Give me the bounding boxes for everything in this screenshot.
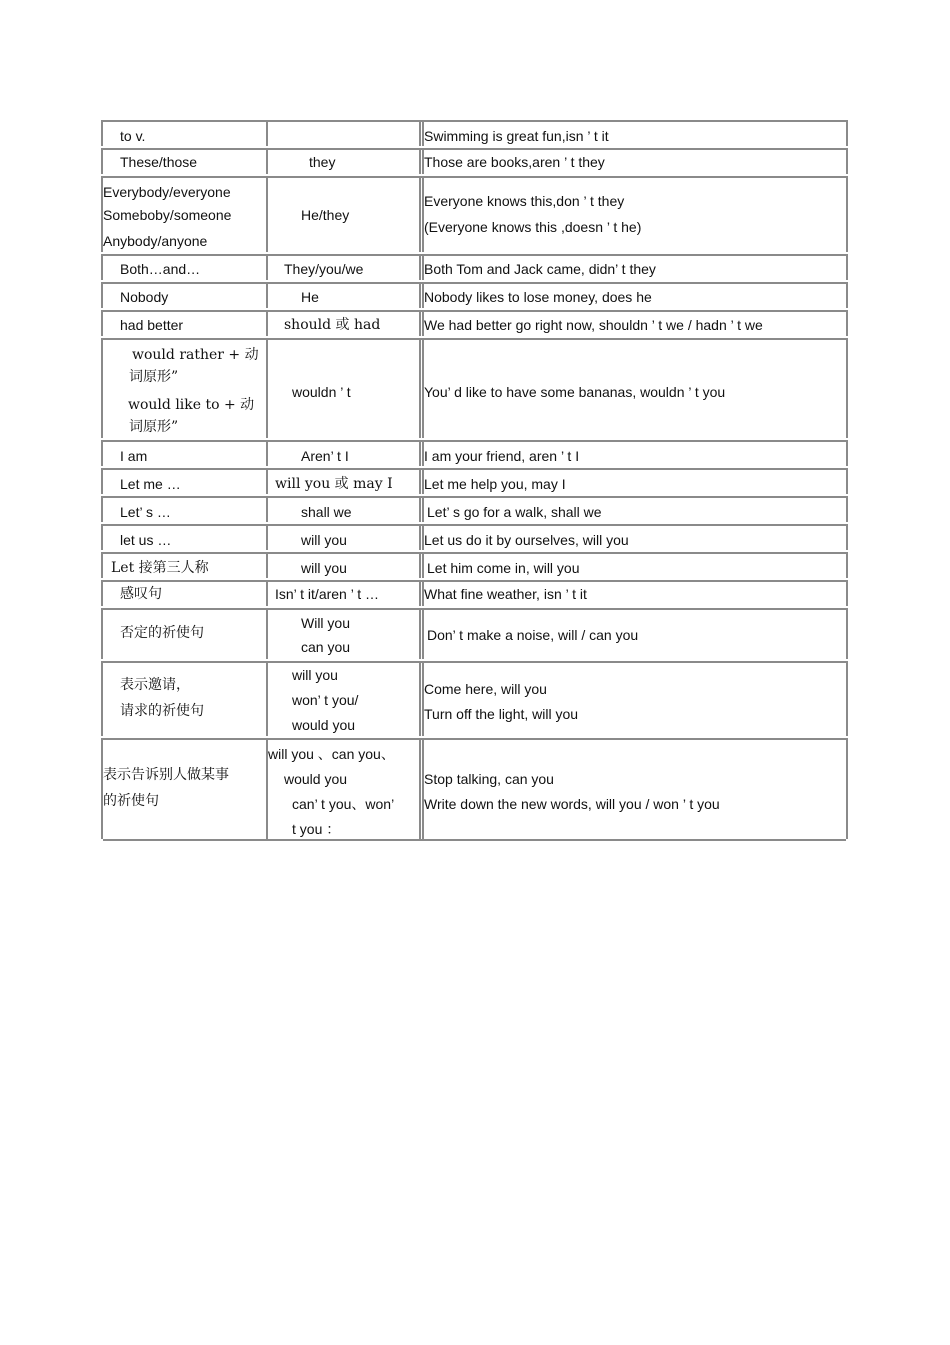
pattern-cell: [103, 440, 265, 466]
example-cell: [422, 608, 846, 659]
cell-text-line: Will you: [301, 615, 351, 631]
cell-text-line: 表示告诉别人做某事: [103, 767, 229, 783]
tag-cell: [266, 120, 421, 146]
cell-text-line: won’ t you/: [292, 692, 359, 708]
cell-text-line: Everyone knows this,don ’ t they: [424, 193, 625, 209]
cell-text-line: Let him come in, will you: [427, 560, 580, 576]
cell-text-line: Both Tom and Jack came, didn’ t they: [424, 261, 656, 277]
cell-text-line: We had better go right now, shouldn ’ t we / hadn ’ t we: [424, 317, 763, 333]
cell-text-line: will you 或 may I: [275, 476, 393, 492]
example-cell: [422, 552, 846, 578]
cell-text-line: would like to + 动: [128, 397, 255, 413]
cell-text-line: Don’ t make a noise, will / can you: [427, 627, 639, 643]
cell-text-line: 表示邀请，: [120, 677, 190, 693]
example-cell: [422, 496, 846, 522]
cell-text-line: would you: [284, 771, 348, 787]
pattern-cell: [103, 338, 265, 438]
example-cell: [422, 468, 846, 494]
cell-text-line: let us …: [120, 532, 172, 548]
example-cell: [422, 176, 846, 252]
cell-text-line: will you: [292, 667, 338, 683]
cell-text-line: Those are books,aren ’ t they: [424, 154, 605, 170]
cell-text-line: Let 接第三人称: [111, 560, 209, 576]
pattern-cell: [103, 524, 265, 550]
pattern-cell: [103, 176, 265, 252]
table-row: [101, 496, 848, 522]
example-cell: [422, 120, 846, 146]
cell-text-line: Anybody/anyone: [103, 233, 208, 249]
pattern-cell: [103, 254, 265, 280]
cell-text-line: Let me …: [120, 476, 181, 492]
cell-text-line: will you 、can you、: [268, 746, 395, 762]
cell-text-line: 词原形”: [129, 369, 179, 385]
pattern-cell: [103, 282, 265, 308]
tag-cell: [266, 282, 421, 308]
cell-text-line: should 或 had: [284, 317, 381, 333]
tag-cell: [266, 661, 421, 736]
cell-text-line: Come here, will you: [424, 681, 547, 697]
cell-text-line: I am: [120, 448, 148, 464]
table-row: [101, 440, 848, 466]
cell-text-line: had better: [120, 317, 184, 333]
table-row: [101, 608, 848, 659]
cell-text-line: Isn’ t it/aren ’ t …: [275, 586, 379, 602]
example-cell: [422, 580, 846, 606]
table-row: [101, 524, 848, 550]
example-cell: [422, 148, 846, 174]
cell-text-line: they: [309, 154, 336, 170]
cell-text-line: Both…and…: [120, 261, 201, 277]
cell-text-line: Nobody likes to lose money, does he: [424, 289, 652, 305]
table-row: [101, 254, 848, 280]
tag-cell: [266, 608, 421, 659]
example-cell: [422, 254, 846, 280]
cell-text-line: shall we: [301, 504, 352, 520]
cell-text-line: What fine weather, isn ’ t it: [424, 586, 587, 602]
example-cell: [422, 338, 846, 438]
cell-text-line: would rather + 动: [132, 347, 259, 363]
cell-text-line: Let us do it by ourselves, will you: [424, 532, 629, 548]
cell-text-line: 否定的祈使句: [120, 625, 204, 641]
pattern-cell: [103, 608, 265, 659]
cell-text-line: to v.: [120, 128, 146, 144]
example-cell: [422, 661, 846, 736]
pattern-cell: [103, 148, 265, 174]
pattern-cell: [103, 580, 265, 606]
tag-cell: [266, 552, 421, 578]
cell-text-line: He: [301, 289, 319, 305]
cell-text-line: Write down the new words, will you / won ’ t you: [424, 796, 720, 812]
pattern-cell: [103, 496, 265, 522]
cell-text-line: He/they: [301, 207, 350, 223]
cell-text-line: would you: [292, 717, 356, 733]
table-row: [101, 120, 848, 146]
tag-cell: [266, 148, 421, 174]
table-row: [101, 552, 848, 578]
pattern-cell: [103, 552, 265, 578]
tag-cell: [266, 338, 421, 438]
example-cell: [422, 440, 846, 466]
tag-cell: [266, 496, 421, 522]
tag-cell: [266, 524, 421, 550]
tag-cell: [266, 580, 421, 606]
cell-text-line: I am your friend, aren ’ t I: [424, 448, 580, 464]
table-row: [101, 282, 848, 308]
cell-text-line: Let me help you, may I: [424, 476, 566, 492]
cell-text-line: t you ：: [292, 821, 341, 837]
tag-cell: [266, 468, 421, 494]
cell-text-line: These/those: [120, 154, 198, 170]
example-cell: [422, 282, 846, 308]
tag-cell: [266, 310, 421, 336]
table-row: [101, 468, 848, 494]
cell-text-line: 请求的祈使句: [120, 703, 204, 719]
cell-text-line: (Everyone knows this ,doesn ’ t he): [424, 219, 642, 235]
cell-text-line: can’ t you、won’: [292, 796, 395, 812]
pattern-cell: [103, 738, 265, 839]
table-row: [101, 310, 848, 336]
question-tag-table: [101, 120, 848, 839]
tag-cell: [266, 176, 421, 252]
table-row: [101, 738, 848, 839]
tag-cell: [266, 440, 421, 466]
cell-text-line: 感叹句: [120, 586, 162, 602]
example-cell: [422, 310, 846, 336]
cell-text-line: will you: [301, 532, 347, 548]
tag-cell: [266, 254, 421, 280]
example-cell: [422, 738, 846, 839]
cell-text-line: Turn off the light, will you: [424, 706, 579, 722]
cell-text-line: wouldn ’ t: [292, 384, 351, 400]
pattern-cell: [103, 661, 265, 736]
cell-text-line: Let’ s …: [120, 504, 171, 520]
table-row: [101, 580, 848, 606]
cell-text-line: Swimming is great fun,isn ’ t it: [424, 128, 609, 144]
cell-text-line: Let’ s go for a walk, shall we: [427, 504, 602, 520]
cell-text-line: Aren’ t I: [301, 448, 349, 464]
pattern-cell: [103, 120, 265, 146]
cell-text-line: You’ d like to have some bananas, wouldn ’ t you: [424, 384, 726, 400]
cell-text-line: will you: [301, 560, 347, 576]
cell-text-line: Nobody: [120, 289, 169, 305]
cell-text-line: Stop talking, can you: [424, 771, 554, 787]
cell-text-line: 词原形”: [129, 419, 179, 435]
cell-text-line: They/you/we: [284, 261, 364, 277]
cell-text-line: Someboby/someone: [103, 207, 232, 223]
pattern-cell: [103, 468, 265, 494]
cell-text-line: can you: [301, 639, 351, 655]
cell-text-line: 的祈使句: [103, 793, 159, 809]
example-cell: [422, 524, 846, 550]
tag-cell: [266, 738, 421, 839]
cell-text-line: Everybody/everyone: [103, 184, 231, 200]
pattern-cell: [103, 310, 265, 336]
table-row: [101, 661, 848, 736]
table-row: [101, 338, 848, 438]
table-row: [101, 176, 848, 252]
table-row: [101, 148, 848, 174]
